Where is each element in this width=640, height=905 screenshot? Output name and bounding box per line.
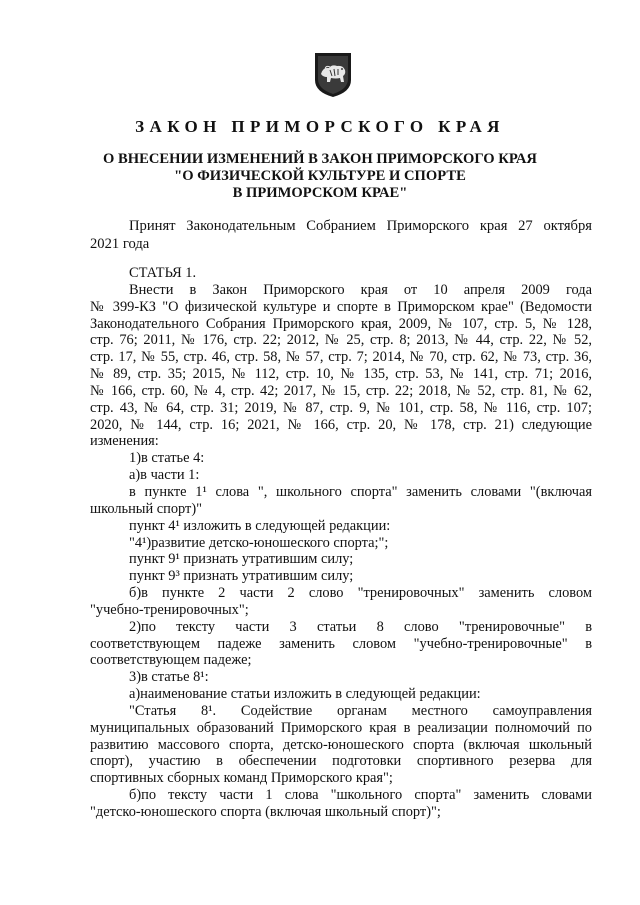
body-line: развитию массового спорта, детско-юношеского спорта (включая школьный — [90, 736, 592, 753]
body-line: пункт 9³ признать утратившим силу; — [129, 568, 354, 585]
body-line: Законодательного Собрания Приморского края, 2009, № 107, стр. 5, № 128, — [90, 315, 592, 332]
body-line: 3)в статье 8¹: — [129, 669, 209, 686]
body-line: № 166, стр. 60, № 4, стр. 42; 2017, № 15, стр. 22; 2018, № 52, стр. 81, № 62, — [90, 382, 592, 399]
body-line: изменения: — [90, 433, 159, 450]
body-line: пункт 4¹ изложить в следующей редакции: — [129, 517, 391, 534]
body-line: "детско-юношеского спорта (включая школьный спорт)"; — [90, 804, 441, 820]
body-line: соответствующем падеже заменить словом "учебно-тренировочные" в — [90, 635, 592, 652]
body-line: "Статья 8¹. Содействие органам местного самоуправления — [129, 702, 592, 719]
body-line: Внести в Закон Приморского края от 10 апреля 2009 года — [129, 281, 592, 298]
body-line: стр. 76; 2011, № 176, стр. 22; 2012, № 25, стр. 8; 2013, № 44, стр. 22, № 52, — [90, 332, 592, 349]
subtitle-line: В ПРИМОРСКОМ КРАЕ" — [232, 185, 408, 201]
article-heading: СТАТЬЯ 1. — [129, 265, 197, 281]
body-line: в пункте 1¹ слова ", школьного спорта" заменить словами "(включая — [129, 483, 592, 500]
body-line: спортивных сборных команд Приморского края"; — [90, 770, 393, 787]
body-line: "учебно-тренировочных"; — [90, 601, 249, 618]
body-line: б)в пункте 2 части 2 слово "тренировочных" заменить словом — [129, 585, 592, 602]
law-subtitle — [0, 151, 640, 202]
law-body — [90, 265, 592, 821]
subtitle-line: "О ФИЗИЧЕСКОЙ КУЛЬТУРЕ И СПОРТЕ — [174, 168, 466, 184]
law-title: ЗАКОН ПРИМОРСКОГО КРАЯ — [135, 117, 505, 136]
body-line: а)наименование статьи изложить в следующей редакции: — [129, 686, 481, 703]
body-line: стр. 43, № 64, стр. 31; 2019, № 87, стр. 9, № 101, стр. 58, № 116, стр. 107; — [90, 399, 592, 416]
adoption-line: Принят Законодательным Собранием Приморского края 27 октября — [129, 218, 592, 234]
body-line: "4¹)развитие детско-юношеского спорта;"; — [129, 534, 389, 551]
body-line: спорт), участию в обеспечении подготовки спортивного резерва для — [90, 753, 592, 770]
body-line: муниципальных образований Приморского края в реализации полномочий по — [90, 719, 592, 736]
body-line: 2)по тексту части 3 статьи 8 слово "тренировочные" в — [129, 618, 592, 635]
body-line: а)в части 1: — [129, 467, 200, 484]
body-line: соответствующем падеже; — [90, 652, 252, 669]
body-line: 1)в статье 4: — [129, 450, 205, 467]
adoption-note — [90, 217, 592, 253]
body-line: школьный спорт)" — [90, 500, 203, 517]
body-line: пункт 9¹ признать утратившим силу; — [129, 551, 354, 568]
body-line: 2020, № 144, стр. 16; 2021, № 166, стр. 20, № 178, стр. 21) следующие — [90, 416, 592, 433]
body-line: б)по тексту части 1 слова "школьного спорта" заменить словами — [129, 787, 592, 804]
adoption-line: 2021 года — [90, 236, 150, 252]
body-line: № 89, стр. 35; 2015, № 112, стр. 10, № 135, стр. 53, № 141, стр. 71; 2016, — [90, 366, 592, 383]
body-line: стр. 17, № 55, стр. 46, стр. 58, № 57, стр. 7; 2014, № 70, стр. 62, № 73, стр. 36, — [90, 349, 592, 366]
subtitle-line: О ВНЕСЕНИИ ИЗМЕНЕНИЙ В ЗАКОН ПРИМОРСКОГО КРАЯ — [103, 151, 537, 167]
body-line: № 399-КЗ "О физической культуре и спорте в Приморском крае" (Ведомости — [90, 298, 592, 315]
primorsky-coat-of-arms-icon — [314, 52, 352, 98]
